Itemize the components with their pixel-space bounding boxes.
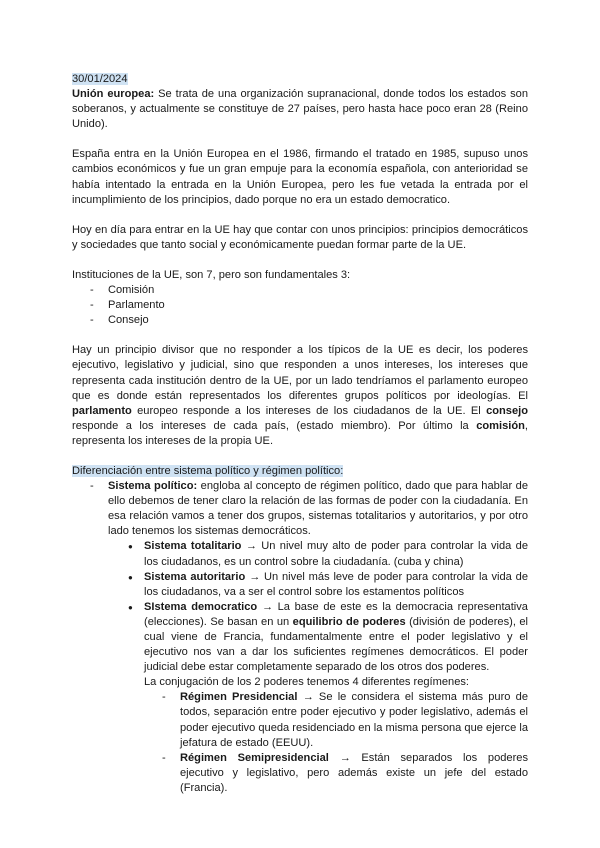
section-heading-text: Diferenciación entre sistema político y régimen político: [72, 464, 344, 477]
term-parlamento: parlamento [72, 404, 132, 417]
instituciones-list [72, 283, 528, 328]
term-equilibrio: equilibrio de poderes [292, 615, 406, 628]
list-item: - Comisión [108, 283, 528, 298]
term-autoritario: Sistema autoritario [144, 570, 246, 583]
term-totalitario: Sistema totalitario [144, 540, 242, 553]
text-run: Hay un principio divisor que no responder a los típicos de la UE es decir, los poderes ejecutivo, legislativo y judicial, sino que responden a unos intereses, los intereses que representa cada institución dentro de la UE, por un lado tendríamos el parlamento europeo que es donde están representados los diferentes grupos políticos por ideologías. El [72, 344, 528, 402]
text-run: responde a los intereses de cada país, (estado miembro). Por último la [72, 419, 477, 432]
list-item [180, 690, 528, 750]
paragraph-espana: España entra en la Unión Europea en el 1986, firmando el tratado en 1985, supuso unos cambios económicos y fue un gran empuje para la economía española, con anterioridad se había intentado la entrada en la Unión Europea, pero les fue vetada la entrada por el incumplimiento de los principios, dado porque no era un estado democratico. [72, 148, 528, 206]
term-semipresidencial: Régimen Semipresidencial [180, 751, 329, 764]
presidencial-text: → Se le considera el sistema más puro de todos, separación entre poder ejecutivo y poder legislativo, además el poder ejecutivo queda residenciado en la misma persona que ejerce la jefatura de estado (EEUU). [180, 691, 528, 749]
paragraph-principios: Hoy en día para entrar en la UE hay que contar con unos principios: principios democráticos y sociedades que tanto social y económicamente puedan formar parte de la UE. [72, 223, 528, 251]
term-union-europea: Unión europea: [72, 88, 155, 101]
list-item-sistema-politico [108, 479, 528, 796]
term-democratico: SIstema democratico [144, 600, 258, 613]
regimenes-list [144, 690, 528, 796]
section-heading [72, 464, 528, 479]
paragraph-principio-divisor [72, 343, 528, 449]
section-list [72, 479, 528, 796]
term-presidencial: Régimen Presidencial [180, 691, 298, 704]
term-sistema-politico: Sistema político: [108, 480, 198, 493]
list-item: - Parlamento [108, 298, 528, 313]
text-run: (división de poderes), el cual viene de Francia, fundamentalmente entre el poder legislativo y el ejecutivo nos van a dar los suficientes regímenes democráticos. El poder judicial debe estar completamente separado de los otros dos poderes. [144, 615, 528, 674]
union-europea-text: Se trata de una organización supranacional, donde todos los estados son soberanos, y actualmente se constituye de 27 países, pero hasta hace poco eran 28 (Reino Unido). [72, 88, 528, 131]
list-item: - Consejo [108, 313, 528, 328]
semipresidencial-text: → Están separados los poderes ejecutivo y legislativo, pero además existe un jefe del estado (Francia). [180, 751, 528, 794]
autoritario-text: → Un nivel más leve de poder para controlar la vida de los ciudadanos, va a ser el control sobre los estamentos políticos [144, 570, 528, 598]
text-run: , representa los intereses de la propia UE. [72, 419, 528, 447]
conjugacion-line: La conjugación de los 2 poderes tenemos 4 diferentes regímenes: [144, 676, 470, 689]
list-item [180, 751, 528, 796]
paragraph-union-europea [72, 87, 528, 132]
instituciones-intro: Instituciones de la UE, son 7, pero son fundamentales 3: [72, 268, 351, 281]
sistema-politico-text: engloba al concepto de régimen político, dado que para hablar de ello debemos de tener claro la relación de las formas de poder con la ciudadanía. En esa relación vamos a tener dos grupos, sistemas totalitarios y autoritarios, y por otro lado tenemos los sistemas democráticos. [108, 480, 528, 538]
term-consejo: consejo [486, 404, 528, 417]
list-item [144, 539, 528, 569]
totalitario-text: → Un nivel muy alto de poder para controlar la vida de los ciudadanos, es un control sobre la ciudadanía. (cuba y china) [144, 540, 529, 568]
date-line [72, 72, 528, 87]
text-run: → La base de este es la democracia representativa (elecciones). Se basan en un [144, 600, 528, 628]
date: 30/01/2024 [72, 73, 128, 85]
text-run: europeo responde a los intereses de los ciudadanos de la UE. El [131, 404, 487, 417]
document-body [72, 72, 528, 796]
sistemas-list [108, 539, 528, 796]
list-item [144, 600, 528, 796]
term-comision: comisión [476, 419, 525, 432]
list-item [144, 570, 528, 600]
